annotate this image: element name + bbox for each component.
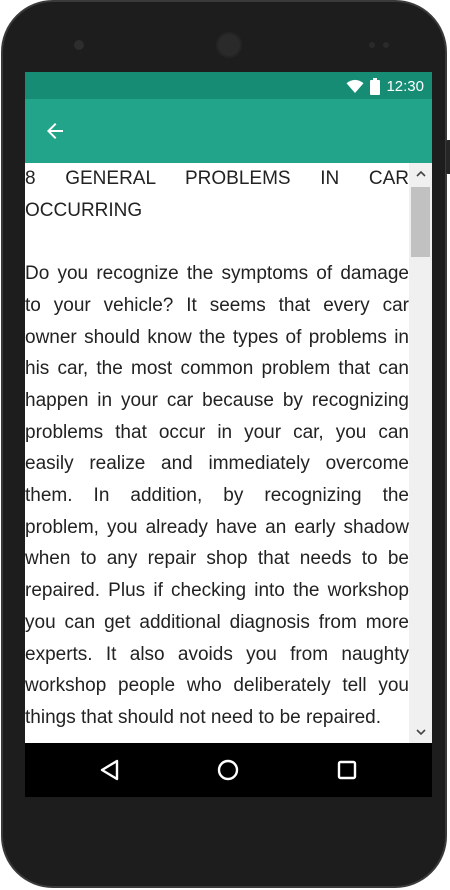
recents-square-icon[interactable] — [334, 757, 360, 783]
article-body: Do you recognize the symptoms of damage to your vehicle? It seems that every car owner should know the types of problems in his car, the most common problem that can happen in your car because by recognizing problems that occur in your car, you can easily realize and immediately overcome them. In addition, by recognizing the problem, you already have an early shadow when to any repair shop that needs to be repaired. Plus if checking into the workshop you can get additional diagnosis from more experts. It also avoids you from naughty workshop people who deliberately tell you things that should not need to be repaired. — [25, 263, 409, 728]
earpiece-dot — [74, 40, 84, 50]
chevron-down-icon[interactable] — [409, 724, 432, 741]
scrollbar-thumb[interactable] — [411, 187, 430, 257]
article-title: 8 GENERAL PROBLEMS IN CAR OCCURRING — [25, 168, 409, 221]
sensor-dot — [369, 42, 375, 48]
status-icons — [346, 76, 424, 96]
sensor-dot — [383, 42, 389, 48]
back-triangle-icon[interactable] — [97, 757, 123, 783]
screen — [25, 72, 432, 797]
power-button — [446, 140, 450, 174]
status-time: 12:30 — [386, 77, 424, 95]
chevron-up-icon[interactable] — [409, 165, 432, 182]
navigation-bar — [25, 743, 432, 797]
battery-icon — [370, 78, 380, 95]
status-bar — [25, 72, 432, 99]
app-toolbar — [25, 99, 432, 163]
article-content — [25, 163, 409, 743]
wifi-icon — [346, 79, 364, 94]
arrow-left-icon[interactable] — [43, 119, 67, 143]
home-circle-icon[interactable] — [215, 757, 241, 783]
phone-frame — [1, 0, 447, 888]
front-camera — [216, 32, 242, 58]
scrollbar[interactable] — [409, 163, 432, 743]
